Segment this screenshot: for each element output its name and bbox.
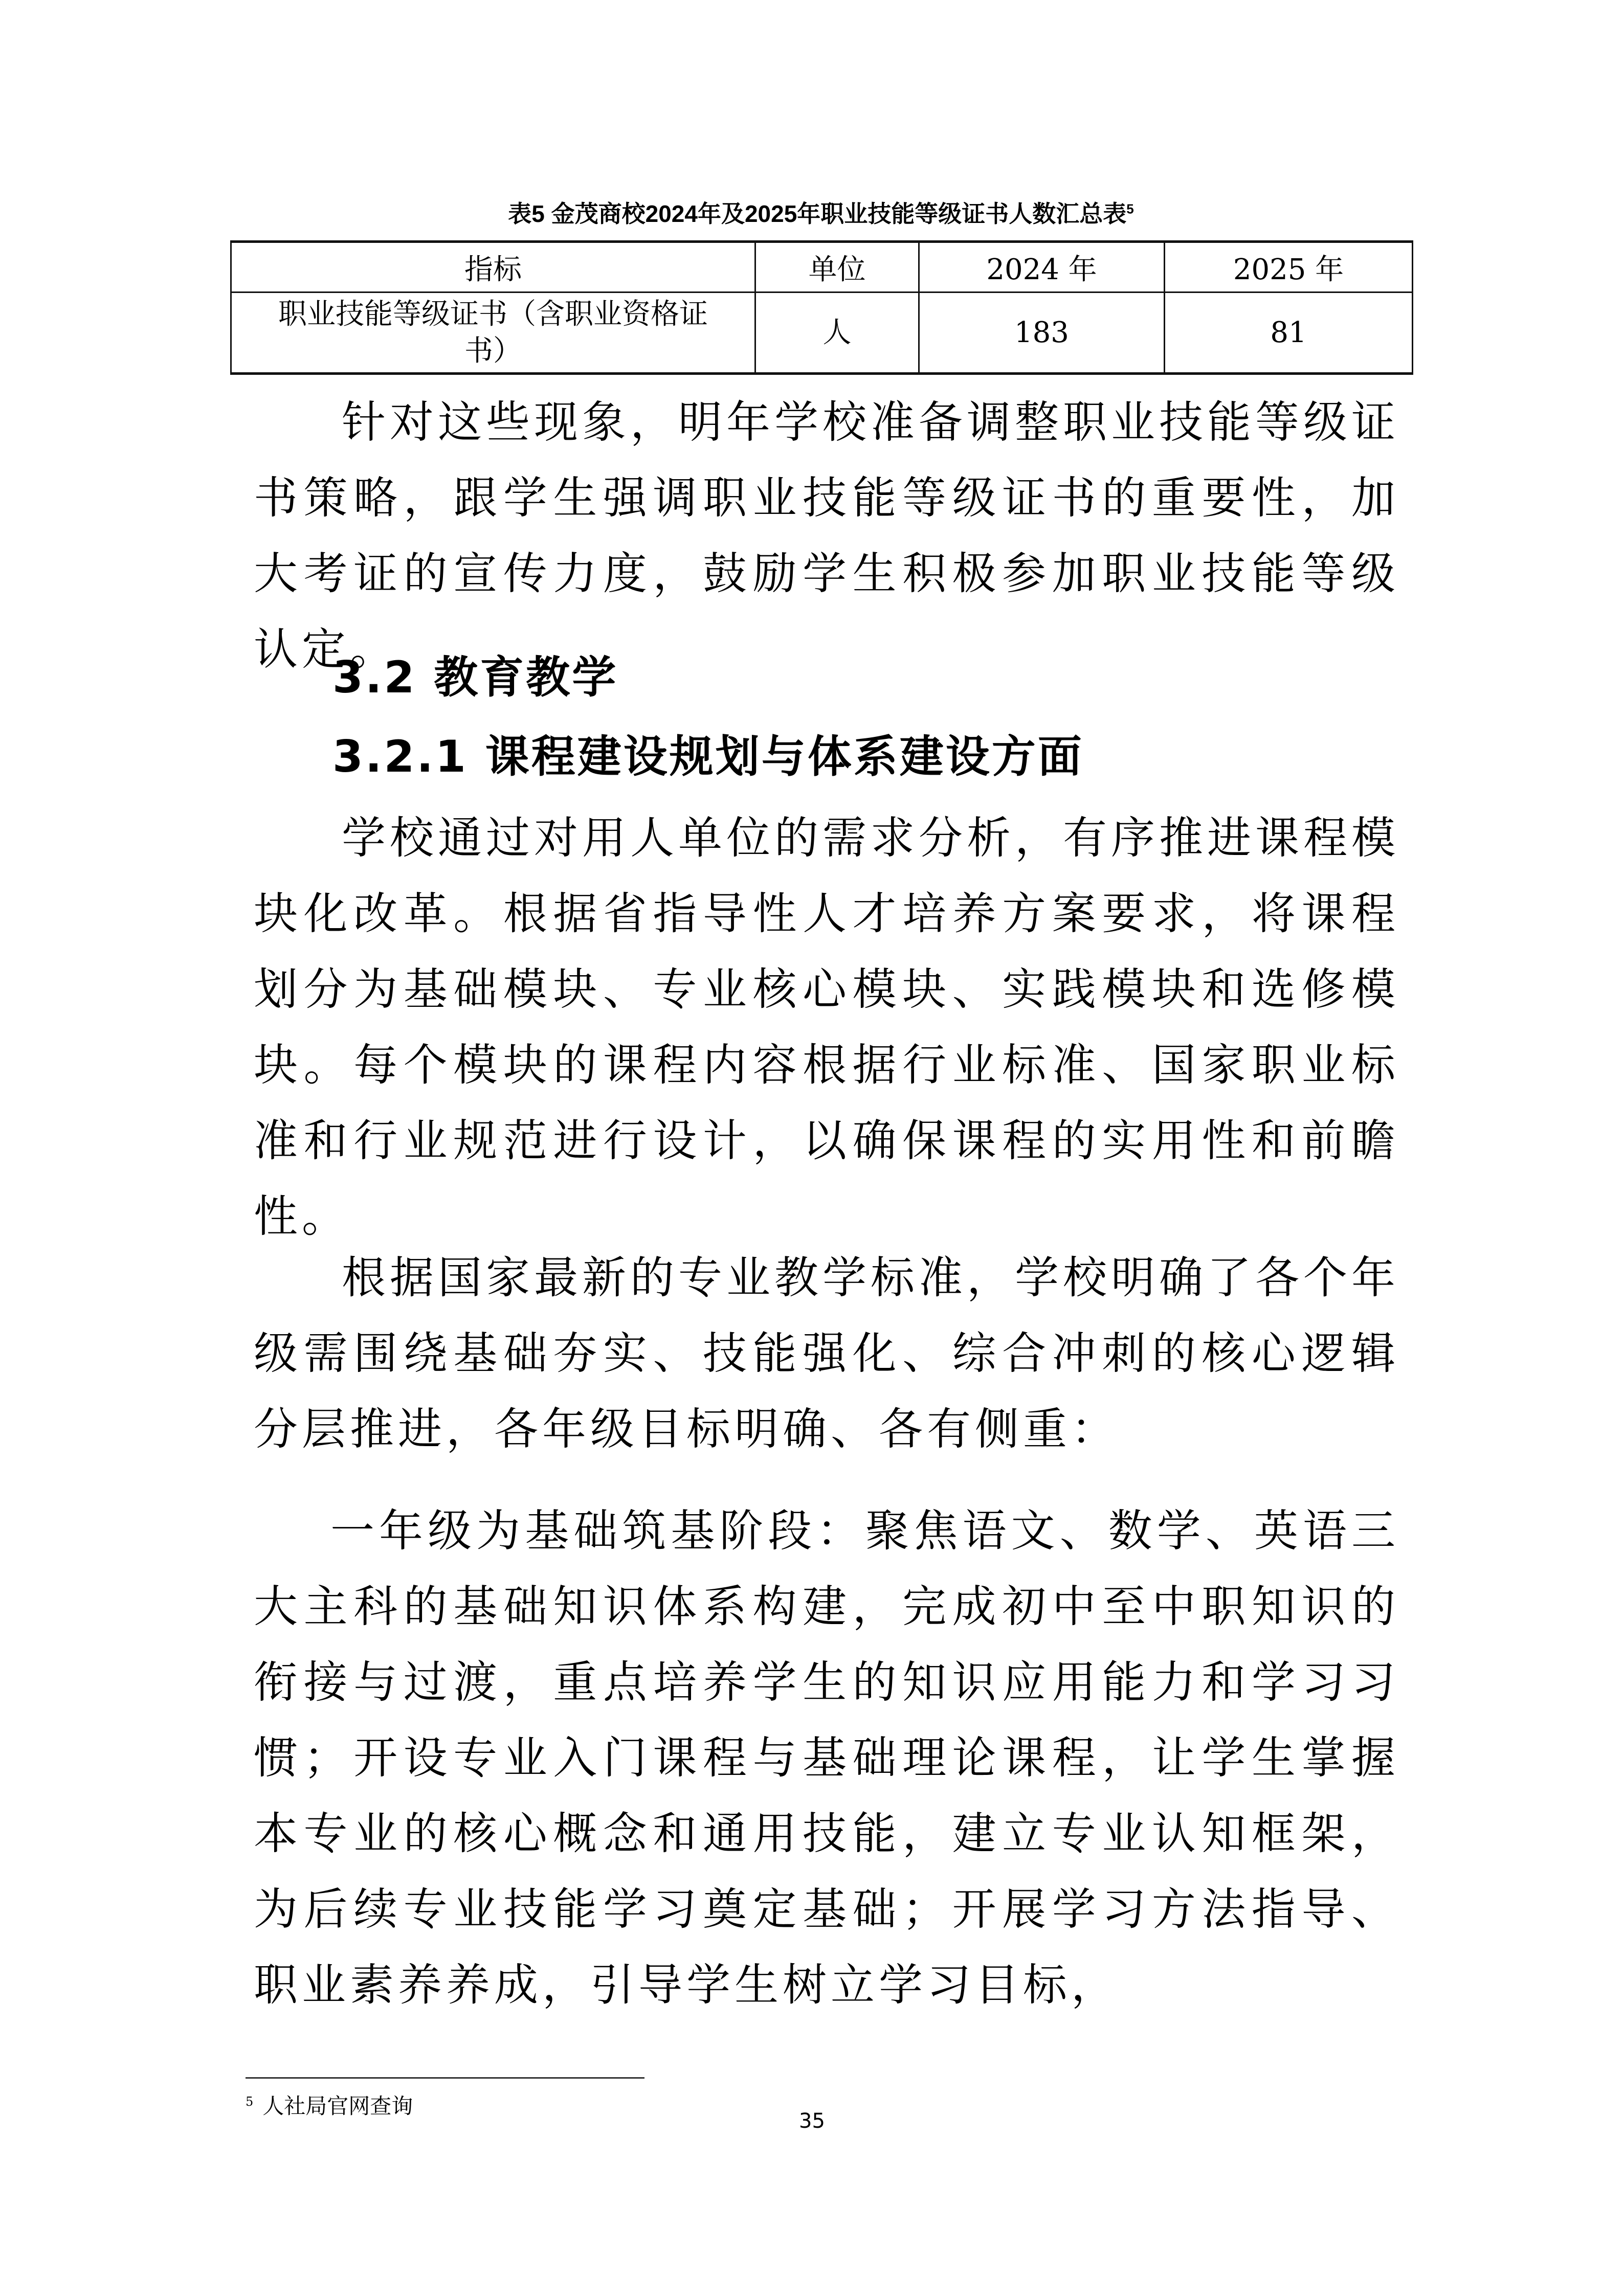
paragraph-course-modular-reform: [254, 800, 1399, 1254]
table-header-row: [231, 242, 1413, 292]
cell-unit: 人: [755, 292, 919, 374]
paragraph-text: 根据国家最新的专业教学标准，学校明确了各个年级需围绕基础夯实、技能强化、综合冲刺的核心逻辑分层推进，各年级目标明确、各有侧重：: [254, 1252, 1399, 1455]
footnote-divider: [246, 2077, 644, 2079]
paragraph-text: 一年级为基础筑基阶段：聚焦语文、数学、英语三大主科的基础知识体系构建，完成初中至中职知识的衔接与过渡，重点培养学生的知识应用能力和学习习惯；开设专业入门课程与基础理论课程，让学生掌握本专业的核心概念和通用技能，建立专业认知框架，为后续专业技能学习奠定基础；开展学习方法指导、职业素养养成，引导学生树立学习目标，: [254, 1505, 1399, 2011]
table-row: [231, 292, 1413, 374]
cell-indicator: 职业技能等级证书（含职业资格证书）: [231, 292, 755, 374]
paragraph-grade-goals: [254, 1240, 1399, 1467]
header-unit: 单位: [755, 242, 919, 292]
paragraph-certificate-strategy: [254, 385, 1399, 687]
certificate-summary-table: [230, 240, 1413, 375]
footnote-marker: 5: [246, 2095, 254, 2109]
table-caption: [230, 198, 1412, 229]
section-heading-3-2: 3.2 教育教学: [332, 652, 618, 703]
header-2025: 2025 年: [1165, 242, 1413, 292]
paragraph-text: 针对这些现象，明年学校准备调整职业技能等级证书策略，跟学生强调职业技能等级证书的重要性，加大考证的宣传力度，鼓励学生积极参加职业技能等级认定。: [254, 397, 1399, 675]
table-caption-text: 表5 金茂商校2024年及2025年职业技能等级证书人数汇总表: [508, 200, 1127, 227]
paragraph-text: 学校通过对用人单位的需求分析，有序推进课程模块化改革。根据省指导性人才培养方案要求，将课程划分为基础模块、专业核心模块、实践模块和选修模块。每个模块的课程内容根据行业标准、国家职业标准和行业规范进行设计，以确保课程的实用性和前瞻性。: [254, 813, 1399, 1242]
cell-2025: 81: [1165, 292, 1413, 374]
footnote-ref[interactable]: 5: [1126, 201, 1134, 217]
header-2024: 2024 年: [919, 242, 1165, 292]
page-number: 35: [799, 2109, 825, 2133]
paragraph-first-grade: [254, 1493, 1399, 2023]
footnote-text: 人社局官网查询: [262, 2094, 413, 2119]
cell-2024: 183: [919, 292, 1165, 374]
header-indicator: 指标: [231, 242, 755, 292]
section-heading-3-2-1: 3.2.1 课程建设规划与体系建设方面: [332, 731, 1084, 782]
